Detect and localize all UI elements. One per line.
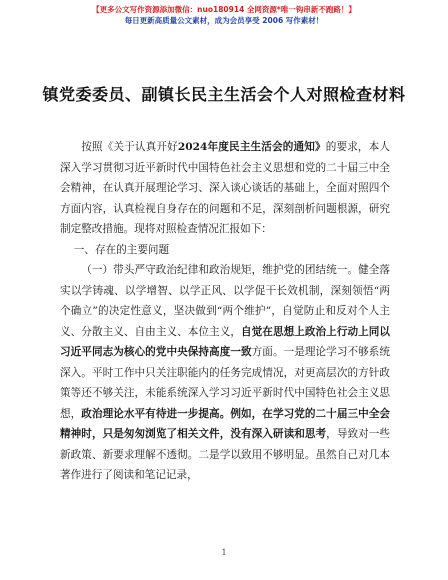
section-heading: 一、存在的主要问题 <box>73 243 170 256</box>
intro-text-3: 的要求，本人深入学习贯彻习近平新时代中国特色社会主义思想和党的二十届三中全会精神，在认真开展理论学习、深入谈心谈话的基础上，全面对照四个方面内容，认真检视自身存在的问题和不足，深刻剖析问题根源，研究制定整改措施。现将对照检查情况汇报如下： <box>60 141 391 235</box>
banner-line-1: 【更多公文写作资源添加微信：nuo180914 全网资源*唯一钩串新不跑路！】 <box>92 5 356 14</box>
intro-text-1: 按照《关于认真开好 <box>81 141 178 153</box>
banner-line-2: 每日更新高质量公文素材，成为会员享受 2006 写作素材！ <box>124 16 324 25</box>
document-title: 镇党委委员、副镇长民主生活会个人对照检查材料 <box>42 85 406 104</box>
para-text-3: 方面。一是理论学习不够系统深入。平时工作中只关注职能内的任务完成情况，对更高层次的方针政策等还不够关注，未能系统深入学习习近平新时代中国特色社会主义思想， <box>60 346 391 420</box>
para-text-1: （一）带头严守政治纪律和政治规矩，维护党的团结统一。健全落实以学铸魂、以学增智、以学正风、以学促干长效机制，深刻领悟“两个确立”的决定性意义，坚决做到“两个维护”，自觉防止和反对个人主义、分散主义、自由主义、本位主义， <box>60 264 390 338</box>
para-text-4: 政治理论水平有待进一步提高。例如，在学习党的二十届三中全会精神时，只是匆匆浏览了相关文件，没有深入研读和思考 <box>60 407 391 440</box>
page-number: 1 <box>221 548 227 557</box>
header-banner <box>0 4 448 26</box>
section-paragraph <box>60 260 390 486</box>
para-text-5: ，导致对一些新政策、新要求理解不透彻。二是学以致用不够明显。虽然自己对几本著作进行了阅读和笔记记录， <box>60 428 390 481</box>
document-body <box>60 137 390 486</box>
intro-text-2: 2024年度民主生活会的通知》 <box>177 141 326 153</box>
para-text-2: 自觉在思想上政治上行动上同以习近平同志为核心的党中央保持高度一致 <box>60 325 391 358</box>
intro-paragraph <box>60 137 390 240</box>
